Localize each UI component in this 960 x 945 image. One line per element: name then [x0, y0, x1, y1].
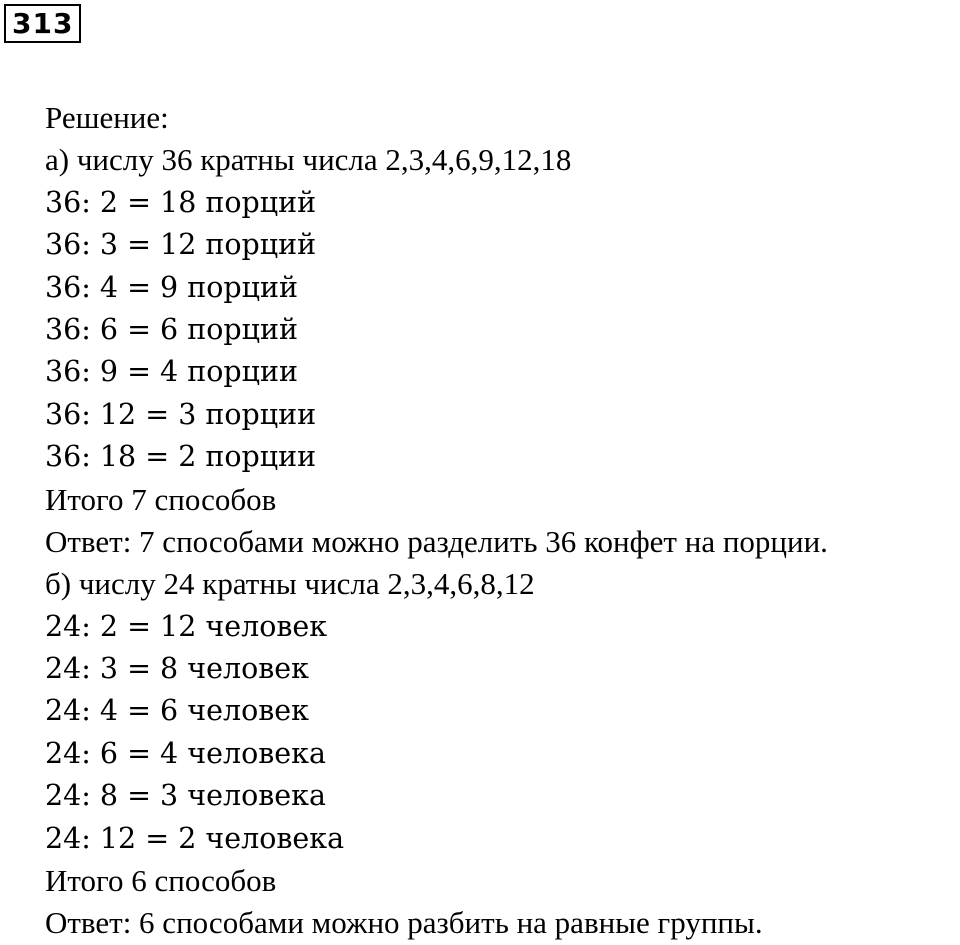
equation-line: 24: 2 = 12 человек	[45, 609, 328, 643]
equation-line: 36: 4 = 9 порций	[45, 270, 298, 304]
equation-line: 24: 4 = 6 человек	[45, 694, 309, 728]
equation-line: 36: 3 = 12 порций	[45, 228, 317, 262]
equation-line: 24: 3 = 8 человек	[45, 652, 309, 686]
part-b-answer: Ответ: 6 способами можно разбить на равные группы.	[45, 905, 763, 941]
equation-line: 36: 12 = 3 порции	[45, 397, 317, 431]
problem-number: 313	[4, 4, 81, 43]
part-b-statement: б) числу 24 кратны числа 2,3,4,6,8,12	[45, 566, 535, 602]
part-a-answer: Ответ: 7 способами можно разделить 36 конфет на порции.	[45, 523, 828, 559]
equation-line: 24: 8 = 3 человека	[45, 779, 326, 813]
equation-line: 36: 18 = 2 порции	[45, 440, 317, 474]
equation-line: 36: 6 = 6 порций	[45, 312, 298, 346]
part-a-statement: а) числу 36 кратны числа 2,3,4,6,9,12,18	[45, 142, 572, 178]
solution-heading: Решение:	[45, 100, 169, 135]
equation-line: 36: 9 = 4 порции	[45, 355, 298, 389]
equation-line: 36: 2 = 18 порций	[45, 185, 317, 219]
equation-line: 24: 6 = 4 человека	[45, 736, 326, 770]
equation-line: 24: 12 = 2 человека	[45, 821, 345, 855]
part-b-total: Итого 6 способов	[45, 863, 277, 899]
solution-text	[45, 97, 957, 945]
part-a-total: Итого 7 способов	[45, 481, 277, 517]
